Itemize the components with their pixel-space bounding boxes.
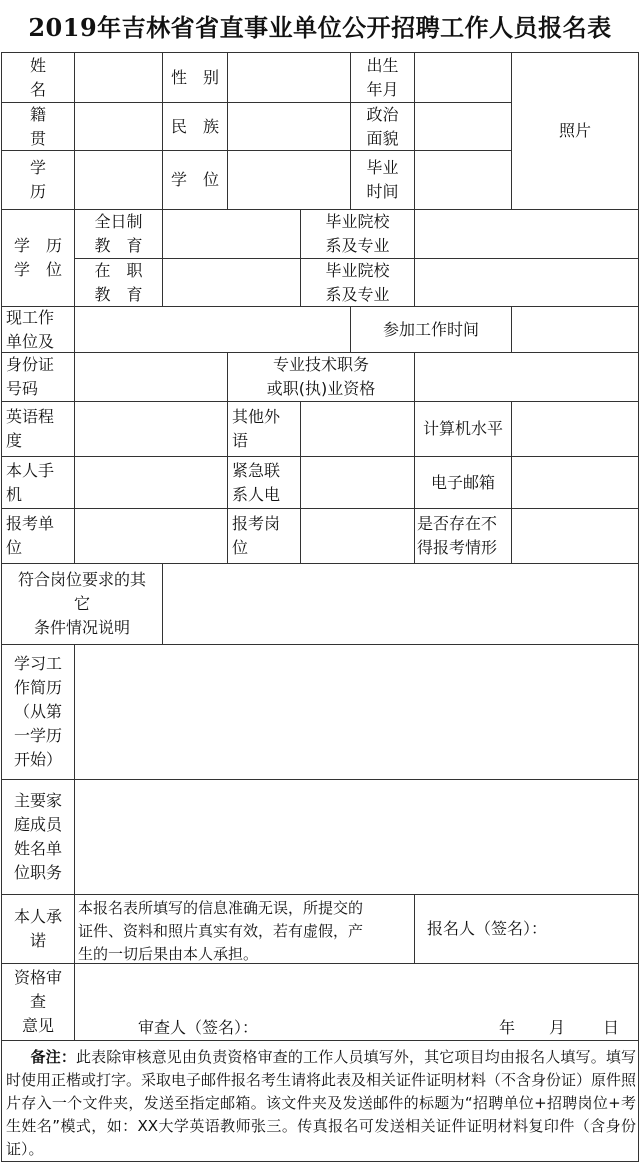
label-fulltime-school: 毕业院校 系及专业: [325, 212, 390, 255]
start-time-field[interactable]: [512, 307, 638, 352]
emergency-contact-field[interactable]: [301, 457, 414, 508]
inservice-field[interactable]: [163, 259, 300, 306]
footnote-text: 此表除审核意见由负责资格审查的工作人员填写外，其它项目均由报名人填写。填写时使用正楷或打字。采取电子邮件报名考生请将此表及相关证件证明材料（不含身份证）原件照片存入一个文件夹，发送至指定邮箱。该文件夹及发送邮件的标题为“招聘单位+招聘岗位+考生姓名”模式，如：XX大学英语教师张三。传真报名可发送相关证件证明材料复印件（含身份证）。: [6, 1048, 637, 1158]
label-inservice-school: 毕业院校 系及专业: [325, 260, 390, 304]
label-emergency-contact: 紧急联 系人电: [232, 460, 281, 504]
label-family: 主要家 庭成员 姓名单 位职务: [13, 791, 62, 882]
review-year: 年: [498, 1018, 515, 1037]
label-promise: 本人承 诺: [13, 907, 62, 950]
label-apply-unit: 报考单 位: [6, 514, 55, 557]
border-right: [638, 52, 639, 1162]
politics-field[interactable]: [415, 103, 511, 150]
resume-field[interactable]: [75, 645, 638, 779]
label-work-unit: 现工作 单位及: [6, 307, 55, 351]
label-review: 资格审 查 意见: [13, 968, 62, 1035]
other-language-field[interactable]: [301, 402, 414, 456]
label-origin: 籍 贯: [29, 104, 46, 148]
label-birth: 出生 年月: [366, 55, 399, 99]
label-fulltime: 全日制 教 育: [94, 212, 143, 255]
footnote-label: 备注：: [30, 1048, 76, 1066]
review-month: 月: [548, 1018, 565, 1037]
id-field[interactable]: [75, 353, 227, 401]
restriction-field[interactable]: [512, 509, 638, 563]
label-gender: 性 别: [170, 67, 219, 87]
label-education: 学 历: [29, 158, 46, 201]
label-apply-post: 报考岗 位: [232, 514, 281, 557]
education-field[interactable]: [75, 151, 162, 209]
footnote: [6, 1046, 636, 1161]
applicant-signature[interactable]: 报名人（签名）：: [427, 919, 548, 938]
photo-box[interactable]: 照片: [558, 121, 591, 140]
label-resume: 学习工 作简历 （从第 一学历 开始）: [13, 654, 62, 769]
apply-post-field[interactable]: [301, 509, 414, 563]
label-inservice: 在 职 教 育: [94, 260, 143, 304]
other-conditions-field[interactable]: [163, 564, 638, 644]
label-edu-degree: 学 历 学 位: [13, 236, 62, 279]
computer-field[interactable]: [512, 402, 638, 456]
label-computer: 计算机水平: [422, 419, 503, 438]
email-field[interactable]: [512, 457, 638, 508]
row-line: [1, 1040, 639, 1041]
promise-text: 本报名表所填写的信息准确无误，所提交的 证件、资料和照片真实有效，若有虚假，产 生的一切后果由本人承担。: [78, 899, 364, 963]
label-degree: 学 位: [170, 170, 219, 189]
label-professional-title: 专业技术职务 或职(执)业资格: [266, 355, 376, 398]
label-phone: 本人手 机: [6, 460, 55, 504]
birth-field[interactable]: [415, 53, 511, 102]
family-field[interactable]: [75, 780, 638, 894]
professional-title-field[interactable]: [415, 353, 638, 401]
gender-field[interactable]: [228, 53, 350, 102]
reviewer-signature[interactable]: 审查人（签名）：: [138, 1018, 259, 1037]
name-field[interactable]: [75, 53, 162, 102]
label-english: 英语程 度: [6, 407, 55, 450]
fulltime-field[interactable]: [163, 210, 300, 258]
degree-field[interactable]: [228, 151, 350, 209]
label-start-time: 参加工作时间: [382, 319, 479, 339]
label-other-conditions: 符合岗位要求的其 它 条件情况说明: [17, 570, 146, 637]
review-day: 日: [602, 1018, 619, 1037]
phone-field[interactable]: [75, 457, 227, 508]
form-title: 2019年吉林省省直事业单位公开招聘工作人员报名表: [28, 12, 612, 42]
fulltime-school-field[interactable]: [415, 210, 638, 258]
ethnicity-field[interactable]: [228, 103, 350, 150]
graduation-time-field[interactable]: [415, 151, 511, 209]
label-id: 身份证 号码: [6, 355, 55, 398]
label-other-language: 其他外 语: [232, 407, 281, 450]
label-graduation-time: 毕业 时间: [366, 158, 399, 201]
apply-unit-field[interactable]: [75, 509, 227, 563]
work-unit-field[interactable]: [75, 307, 350, 352]
label-name: 姓 名: [29, 55, 46, 99]
label-email: 电子邮箱: [430, 472, 495, 492]
english-field[interactable]: [75, 402, 227, 456]
label-restriction: 是否存在不 得报考情形: [417, 514, 498, 557]
label-ethnicity: 民 族: [170, 116, 219, 136]
inservice-school-field[interactable]: [415, 259, 638, 306]
origin-field[interactable]: [75, 103, 162, 150]
label-politics: 政治 面貌: [366, 104, 399, 148]
